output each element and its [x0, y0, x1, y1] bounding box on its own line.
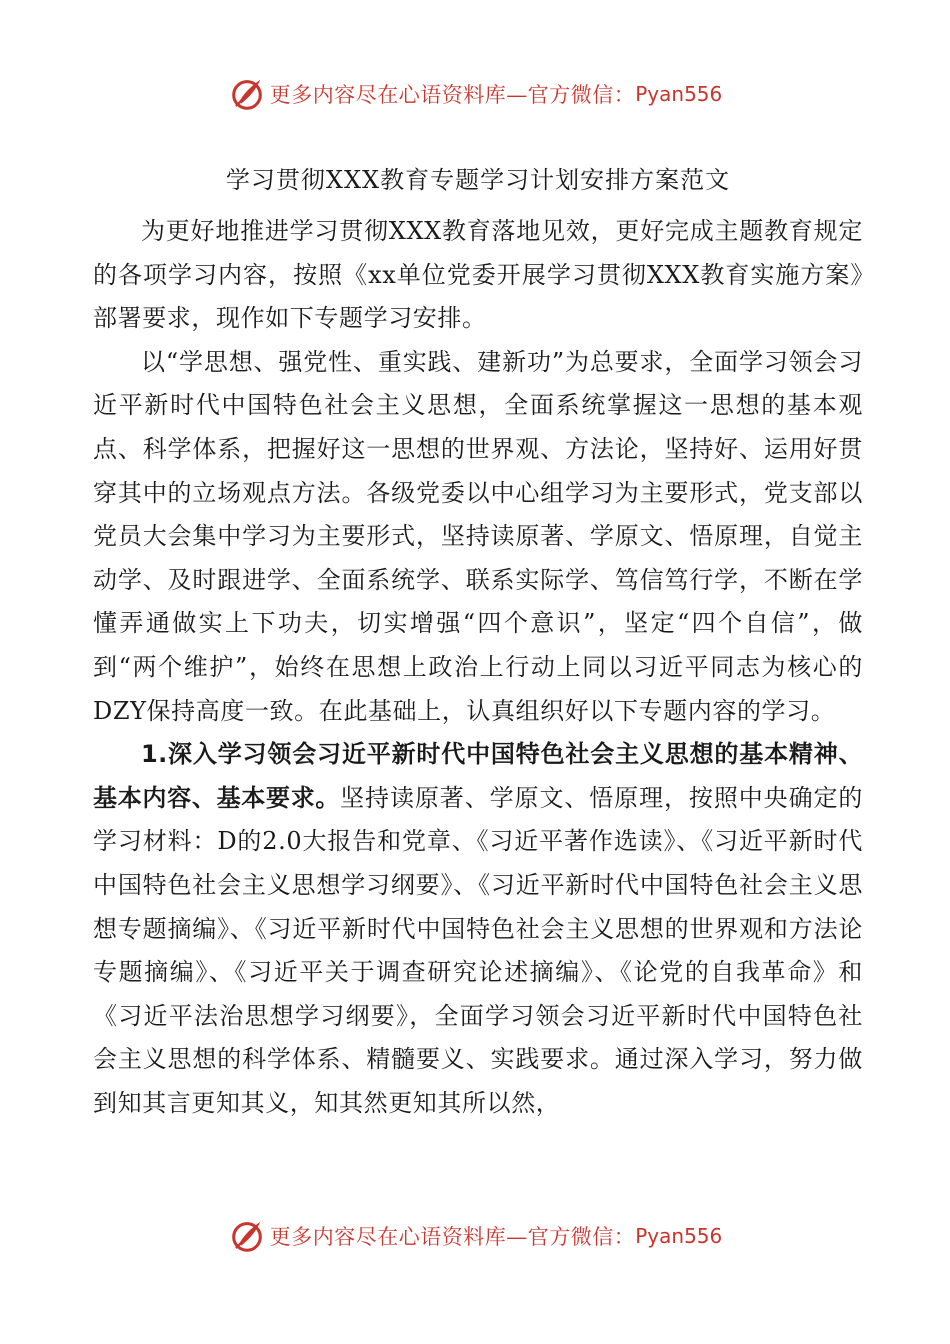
paragraph-topic-1 [93, 733, 863, 1125]
document-title: 学习贯彻XXX教育专题学习计划安排方案范文 [225, 166, 731, 194]
watermark-wechat-id: Pyan556 [635, 1224, 723, 1248]
topic-1-body: 坚持读原著、学原文、悟原理，按照中央确定的学习材料：D的2.0大报告和党章、《习近平著作选读》、《习近平新时代中国特色社会主义思想学习纲要》、《习近平新时代中国特色社会主义思想专题摘编》、《习近平新时代中国特色社会主义思想的世界观和方法论专题摘编》、《习近平关于调查研究论述摘编》、《论党的自我革命》和《习近平法治思想学习纲要》，全面学习领会习近平新时代中国特色社会主义思想的科学体系、精髓要义、实践要求。通过深入学习，努力做到知其言更知其义，知其然更知其所以然， [93, 783, 863, 1117]
watermark-site-text: 更多内容尽在心语资料库—官方微信： [269, 83, 636, 107]
watermark-wechat-id: Pyan556 [635, 82, 723, 106]
quill-circle-logo-icon [228, 75, 266, 113]
document-body [93, 160, 863, 1125]
paragraph-intro: 为更好地推进学习贯彻XXX教育落地见效，更好完成主题教育规定的各项学习内容，按照《xx单位党委开展学习贯彻XXX教育实施方案》部署要求，现作如下专题学习安排。 [93, 217, 863, 333]
topic-1-heading: 1.深入学习领会习近平新时代中国特色社会主义思想的基本精神、基本内容、基本要求。 [93, 740, 863, 812]
header-watermark-banner [0, 72, 950, 116]
footer-watermark-banner [0, 1214, 950, 1258]
quill-circle-logo-icon [228, 1217, 266, 1255]
watermark-site-text: 更多内容尽在心语资料库—官方微信： [269, 1225, 636, 1249]
paragraph-requirements: 以“学思想、强党性、重实践、建新功”为总要求，全面学习领会习近平新时代中国特色社会主义思想，全面系统掌握这一思想的基本观点、科学体系，把握好这一思想的世界观、方法论，坚持好、运用好贯穿其中的立场观点方法。各级党委以中心组学习为主要形式，党支部以党员大会集中学习为主要形式，坚持读原著、学原文、悟原理，自觉主动学、及时跟进学、全面系统学、联系实际学、笃信笃行学，不断在学懂弄通做实上下功夫，切实增强“四个意识”，坚定“四个自信”，做到“两个维护”，始终在思想上政治上行动上同以习近平同志为核心的DZY保持高度一致。在此基础上，认真组织好以下专题内容的学习。 [93, 347, 863, 725]
